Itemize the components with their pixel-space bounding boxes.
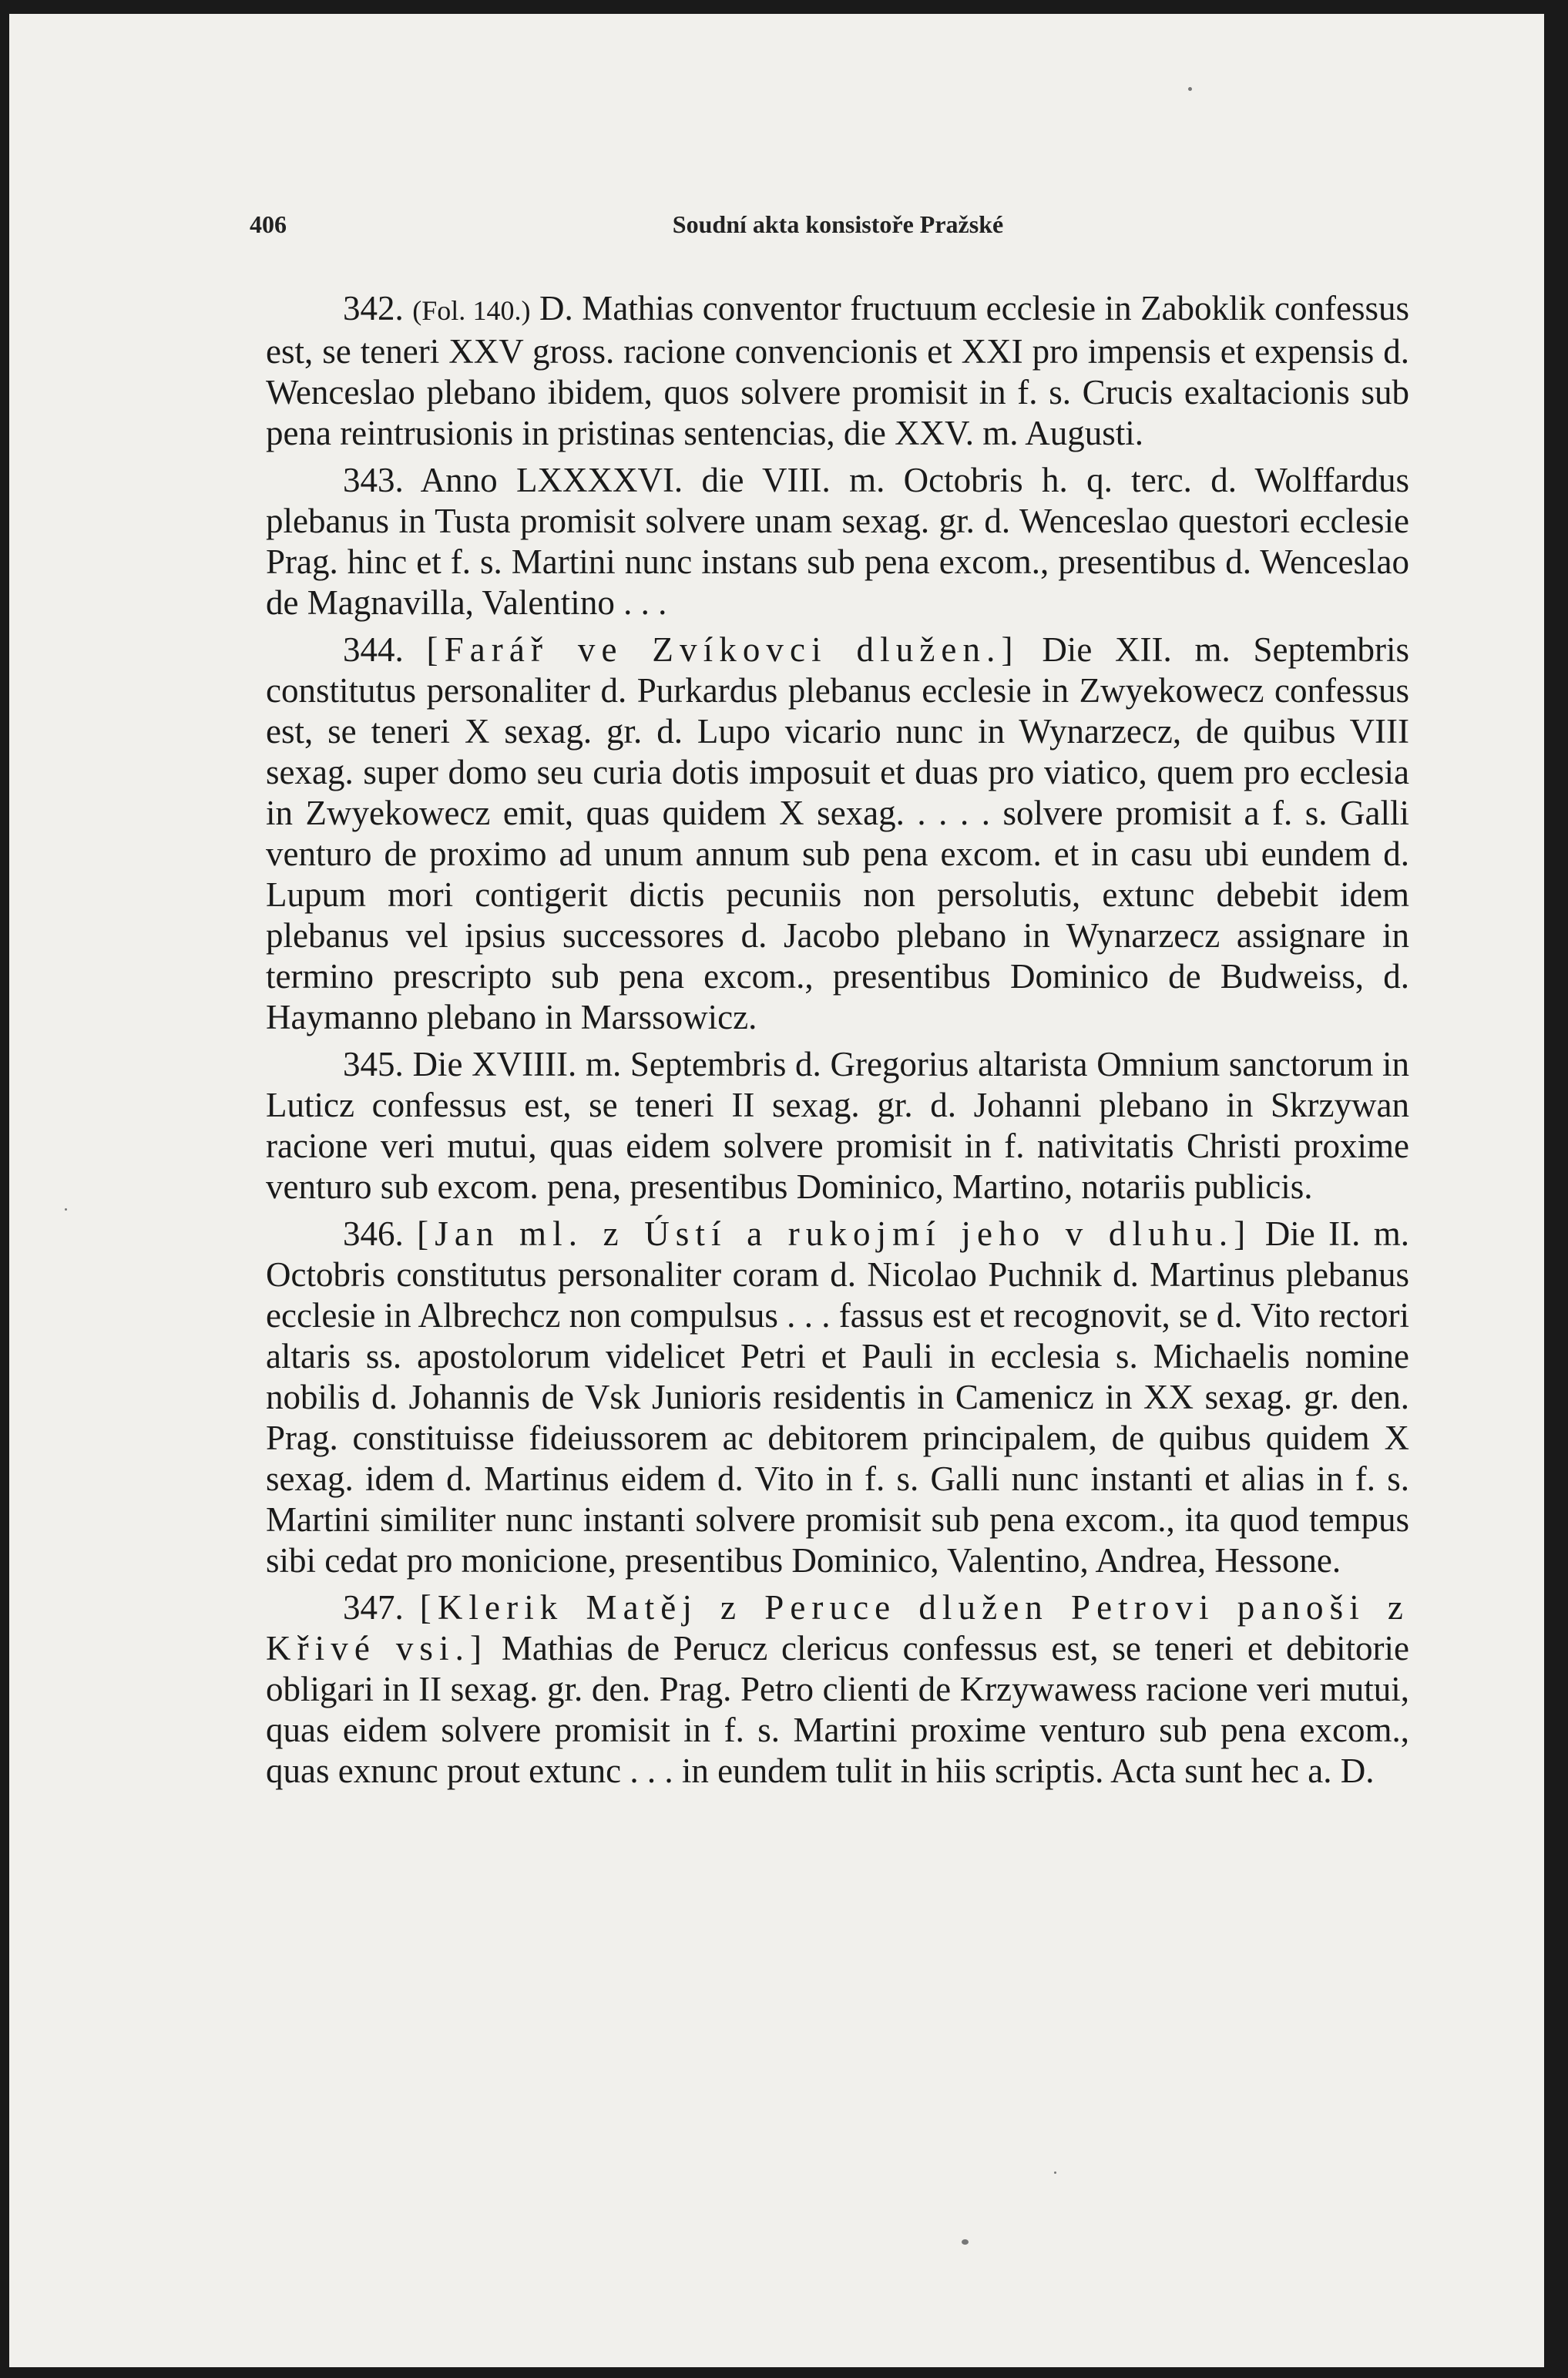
entry-text: Mathias de Perucz clericus confessus est, se teneri et debitorie obligari in II sexag. gr. den. Prag. Petro clienti de Krzywawess racione veri mutui, quas eidem solvere promisit in f. s. Martini proxime venturo sub pena excom., quas exnunc prout extunc . . . in eundem tulit in hiis scriptis. Acta sunt hec a. D. <box>266 1629 1410 1790</box>
folio-reference: (Fol. 140.) <box>412 295 531 326</box>
entry-text: Die II. m. Octobris constitutus personaliter coram d. Nicolao Puchnik d. Martinus plebanus ecclesie in Albrechcz non compulsus . . . fassus est et recognovit, se d. Vito rectori altaris ss. apostolorum videlicet Petri et Pauli in ecclesia s. Michaelis nomine nobilis d. Johannis de Vsk Junioris residentis in Camenicz in XX sexag. gr. den. Prag. constituisse fideiussorem ac debitorem principalem, de quibus quidem X sexag. idem d. Martinus eidem d. Vito in f. s. Galli nunc instanti et alias in f. s. Martini similiter nunc instanti solvere promisit sub pena excom., ita quod tempus sibi cedat pro monicione, presentibus Dominico, Valentino, Andrea, Hessone. <box>266 1214 1410 1580</box>
scanned-page <box>9 14 1544 2367</box>
entry-344 <box>266 630 1409 1038</box>
document-body <box>266 288 1409 1792</box>
page-number: 406 <box>250 210 287 238</box>
running-title: Soudní akta konsistoře Pražské <box>672 210 1004 238</box>
entry-text: Anno LXXXXVI. die VIII. m. Octobris h. q. terc. d. Wolffardus plebanus in Tusta promisit solvere unam sexag. gr. d. Wenceslao questori ecclesie Prag. hinc et f. s. Martini nunc instans sub pena excom., presentibus d. Wenceslao de Magnavilla, Valentino . . . <box>266 461 1409 622</box>
scan-speck <box>1188 87 1192 91</box>
entry-number: 342. <box>343 289 404 327</box>
entry-heading: [Jan ml. z Ústí a rukojmí jeho v dluhu.] <box>417 1214 1252 1253</box>
entry-number: 344. <box>343 630 404 669</box>
entry-number: 343. <box>343 461 404 499</box>
page-header <box>250 210 1426 249</box>
scan-speck <box>962 2239 969 2245</box>
entry-number: 345. <box>343 1045 404 1083</box>
entry-text: Die XII. m. Septembris constitutus personaliter d. Purkardus plebanus ecclesie in Zwyekowecz confessus est, se teneri X sexag. gr. d. Lupo vicario nunc in Wynarzecz, de quibus VIII sexag. super domo seu curia dotis imposuit et duas pro viatico, quem pro ecclesia in Zwyekowecz emit, quas quidem X sexag. . . . . solvere promisit a f. s. Galli venturo de proximo ad unum annum sub pena excom. et in casu ubi eundem d. Lupum mori contigerit dictis pecuniis non persolutis, extunc debebit idem plebanus vel ipsius successores d. Jacobo plebano in Wynarzecz assignare in termino prescripto sub pena excom., presentibus Dominico de Budweiss, d. Haymanno plebano in Marssowicz. <box>266 630 1410 1036</box>
entry-number: 347. <box>343 1588 404 1627</box>
entry-345 <box>266 1044 1409 1207</box>
entry-heading: [Farář ve Zvíkovci dlužen.] <box>426 630 1019 669</box>
scan-speck <box>65 1208 67 1211</box>
entry-343 <box>266 460 1409 623</box>
entry-342 <box>266 288 1409 454</box>
entry-text: Die XVIIII. m. Septembris d. Gregorius altarista Omnium sanctorum in Luticz confessus est, se teneri II sexag. gr. d. Johanni plebano in Skrzywan racione veri mutui, quas eidem solvere promisit in f. nativitatis Christi proxime venturo sub excom. pena, presentibus Dominico, Martino, notariis publicis. <box>266 1045 1410 1206</box>
scan-speck <box>1054 2171 1056 2174</box>
entry-number: 346. <box>343 1214 404 1253</box>
entry-text: D. Mathias conventor fructuum ecclesie in Zaboklik confessus est, se teneri XXV gross. racione convencionis et XXI pro impensis et expensis d. Wenceslao plebano ibidem, quos solvere promisit in f. s. Crucis exaltacionis sub pena reintrusionis in pristinas sentencias, die XXV. m. Augusti. <box>266 289 1410 452</box>
entry-346 <box>266 1214 1409 1581</box>
entry-347 <box>266 1587 1409 1792</box>
entry-heading: [Klerik Matěj z Peruce dlužen Petrovi panoši z Křivé vsi.] <box>266 1588 1409 1668</box>
